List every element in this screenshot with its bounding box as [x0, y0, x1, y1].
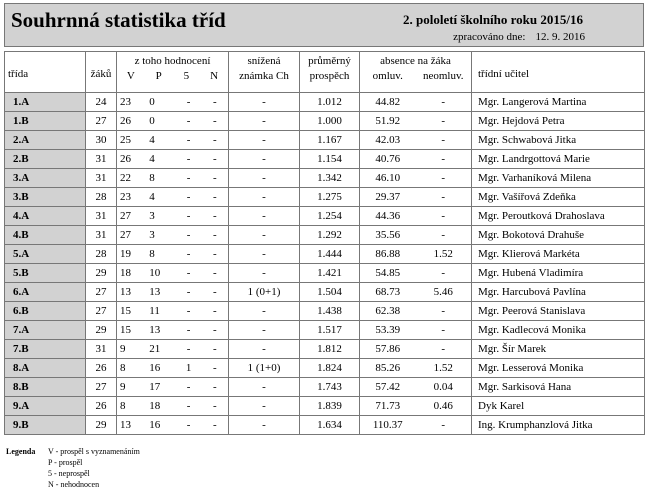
reduced-grade-cell: - [229, 416, 300, 435]
grades-cell [117, 416, 229, 435]
absence-unexcused-value: - [441, 419, 446, 431]
class-cell: 4.A [5, 207, 86, 226]
table-row [5, 245, 645, 264]
processed-date: 12. 9. 2016 [535, 31, 585, 43]
grade-n-value: - [213, 134, 217, 146]
grades-cell [117, 226, 229, 245]
grade-n-value: - [213, 248, 217, 260]
grade-p-header: P [155, 70, 162, 82]
class-cell: 8.B [5, 378, 86, 397]
report-header [4, 3, 644, 47]
grade-5-value: - [186, 400, 191, 412]
grade-5-value: - [186, 343, 191, 355]
grade-n-value: - [213, 172, 217, 184]
reduced-grade-cell: - [229, 188, 300, 207]
grade-p-value: 13 [149, 324, 161, 336]
absence-cell [360, 397, 472, 416]
teacher-cell: Mgr. Peroutková Drahoslava [472, 207, 645, 226]
absence-unexcused-value: - [441, 305, 446, 317]
table-row [5, 340, 645, 359]
reduced-grade-cell: - [229, 245, 300, 264]
absence-cell [360, 340, 472, 359]
grades-cell [117, 264, 229, 283]
pupils-cell: 27 [86, 112, 117, 131]
pupils-cell: 31 [86, 226, 117, 245]
pupils-cell: 30 [86, 131, 117, 150]
grade-5-value: - [186, 305, 191, 317]
absence-unexcused-value: - [441, 267, 446, 279]
absence-cell [360, 264, 472, 283]
legend-item-n: N - nehodnocen [48, 480, 100, 489]
pupils-cell: 27 [86, 378, 117, 397]
absence-unexcused-value: - [441, 229, 446, 241]
grade-v-value: 13 [120, 419, 131, 431]
average-cell: 1.504 [300, 283, 360, 302]
teacher-cell: Mgr. Lesserová Monika [472, 359, 645, 378]
grade-5-value: - [186, 172, 191, 184]
teacher-cell: Mgr. Klierová Markéta [472, 245, 645, 264]
grade-p-value: 17 [149, 381, 161, 393]
average-cell: 1.167 [300, 131, 360, 150]
average-cell: 1.438 [300, 302, 360, 321]
average-cell: 1.292 [300, 226, 360, 245]
grade-v-value: 15 [120, 324, 131, 336]
table-row [5, 302, 645, 321]
grade-p-value: 0 [149, 115, 155, 127]
class-cell: 9.B [5, 416, 86, 435]
absence-cell [360, 131, 472, 150]
teacher-cell: Mgr. Sarkisová Hana [472, 378, 645, 397]
grades-cell [117, 378, 229, 397]
pupils-cell: 31 [86, 169, 117, 188]
absence-unexcused-value: 0.46 [433, 400, 453, 412]
grade-v-value: 13 [120, 286, 131, 298]
table-row [5, 207, 645, 226]
table-row [5, 112, 645, 131]
grades-cell [117, 131, 229, 150]
class-cell: 2.B [5, 150, 86, 169]
teacher-cell: Dyk Karel [472, 397, 645, 416]
grades-cell [117, 302, 229, 321]
class-cell: 3.A [5, 169, 86, 188]
school-period: 2. pololetí školního roku 2015/16 [403, 12, 583, 27]
grade-5-value: - [186, 191, 191, 203]
absence-cell [360, 226, 472, 245]
grade-5-value: - [186, 96, 191, 108]
absence-excused-value: 62.38 [375, 305, 401, 317]
reduced-grade-cell: - [229, 207, 300, 226]
processed-label: zpracováno dne: [453, 31, 526, 43]
legend-items [48, 446, 140, 490]
grade-v-value: 23 [120, 191, 131, 203]
absence-excused-value: 51.92 [375, 115, 401, 127]
teacher-cell: Mgr. Hejdová Petra [472, 112, 645, 131]
grade-v-value: 27 [120, 229, 131, 241]
absence-excused-value: 68.73 [375, 286, 401, 298]
table-row [5, 283, 645, 302]
teacher-cell: Mgr. Šír Marek [472, 340, 645, 359]
grade-n-value: - [213, 343, 217, 355]
absence-cell [360, 378, 472, 397]
teacher-cell: Ing. Krumphanzlová Jitka [472, 416, 645, 435]
reduced-grade-cell: - [229, 302, 300, 321]
reduced-grade-cell: 1 (0+1) [229, 283, 300, 302]
absence-cell [360, 188, 472, 207]
table-row [5, 169, 645, 188]
absence-cell [360, 416, 472, 435]
pupils-cell: 27 [86, 283, 117, 302]
grade-5-value: - [186, 134, 191, 146]
grades-cell [117, 245, 229, 264]
table-row [5, 264, 645, 283]
reduced-grade-cell: - [229, 226, 300, 245]
grades-cell [117, 188, 229, 207]
grade-v-value: 23 [120, 96, 131, 108]
absence-excused-value: 86.88 [375, 248, 401, 260]
grade-n-value: - [213, 267, 217, 279]
pupils-cell: 26 [86, 359, 117, 378]
pupils-cell: 29 [86, 416, 117, 435]
pupils-cell: 28 [86, 188, 117, 207]
grade-p-value: 11 [149, 305, 160, 317]
absence-cell [360, 150, 472, 169]
grade-v-value: 9 [120, 381, 126, 393]
pupils-cell: 29 [86, 264, 117, 283]
reduced-grade-cell: - [229, 150, 300, 169]
grades-cell [117, 283, 229, 302]
grade-5-value: - [186, 153, 191, 165]
grade-5-value: - [186, 210, 191, 222]
legend-item-5: 5 - neprospěl [48, 469, 90, 478]
grade-p-value: 3 [149, 210, 155, 222]
grade-v-value: 26 [120, 115, 131, 127]
grades-cell [117, 321, 229, 340]
grade-p-value: 21 [149, 343, 161, 355]
reduced-grade-cell: - [229, 93, 300, 112]
absence-excused-value: 44.82 [375, 96, 401, 108]
absence-cell [360, 207, 472, 226]
grade-5-value: 1 [185, 362, 192, 374]
pupils-cell: 31 [86, 150, 117, 169]
class-cell: 6.A [5, 283, 86, 302]
pupils-cell: 29 [86, 321, 117, 340]
grade-n-value: - [213, 115, 217, 127]
absence-cell [360, 93, 472, 112]
grade-v-value: 26 [120, 153, 131, 165]
table-row [5, 188, 645, 207]
teacher-cell: Mgr. Harcubová Pavlína [472, 283, 645, 302]
reduced-grade-cell: - [229, 397, 300, 416]
col-header-reduced-grade: snížená známka Ch [229, 52, 300, 93]
grade-n-value: - [213, 400, 217, 412]
grade-v-value: 9 [120, 343, 126, 355]
grade-n-value: - [213, 229, 217, 241]
reduced-grade-cell: - [229, 321, 300, 340]
teacher-cell: Mgr. Schwabová Jitka [472, 131, 645, 150]
absence-cell [360, 245, 472, 264]
absence-cell [360, 169, 472, 188]
teacher-cell: Mgr. Kadlecová Monika [472, 321, 645, 340]
absence-unexcused-value: - [441, 96, 446, 108]
grade-5-value: - [186, 115, 191, 127]
reduced-grade-cell: - [229, 378, 300, 397]
grade-v-header: V [126, 70, 135, 82]
class-cell: 1.B [5, 112, 86, 131]
grade-n-value: - [213, 362, 217, 374]
absence-unexcused-value: - [441, 115, 446, 127]
absence-excused-value: 85.26 [375, 362, 401, 374]
absence-excused-value: 53.39 [375, 324, 401, 336]
table-row [5, 93, 645, 112]
reduced-grade-cell: - [229, 112, 300, 131]
grade-n-value: - [213, 96, 217, 108]
absence-unexcused-value: - [441, 324, 446, 336]
legend-item-p: P - prospěl [48, 458, 83, 467]
absence-cell [360, 302, 472, 321]
absence-cell [360, 112, 472, 131]
table-row [5, 131, 645, 150]
average-cell: 1.012 [300, 93, 360, 112]
grade-v-value: 15 [120, 305, 131, 317]
grades-cell [117, 150, 229, 169]
reduced-grade-cell: - [229, 169, 300, 188]
legend-title: Legenda [6, 447, 36, 456]
grades-cell [117, 207, 229, 226]
grade-5-value: - [186, 419, 191, 431]
grade-5-value: - [186, 229, 191, 241]
grades-cell [117, 340, 229, 359]
grade-p-value: 13 [149, 286, 161, 298]
teacher-cell: Mgr. Peerová Stanislava [472, 302, 645, 321]
col-header-pupils: žáků [86, 52, 117, 93]
col-header-teacher: třídní učitel [472, 52, 645, 93]
absence-cell [360, 321, 472, 340]
absence-unexcused-value: - [441, 343, 446, 355]
col-header-average: průměrný prospěch [300, 52, 360, 93]
grade-5-value: - [186, 248, 191, 260]
absence-excused-value: 42.03 [375, 134, 401, 146]
absence-excused-value: 71.73 [375, 400, 401, 412]
table-row [5, 321, 645, 340]
table-row [5, 150, 645, 169]
absence-excused-value: 44.36 [375, 210, 401, 222]
grade-n-value: - [213, 419, 217, 431]
grade-5-value: - [186, 267, 191, 279]
grade-n-value: - [213, 153, 217, 165]
average-cell: 1.342 [300, 169, 360, 188]
grade-n-value: - [213, 210, 217, 222]
class-cell: 4.B [5, 226, 86, 245]
table-header-row [5, 52, 645, 93]
absence-unexcused-value: - [441, 210, 446, 222]
average-cell: 1.824 [300, 359, 360, 378]
table-row [5, 226, 645, 245]
absence-unexcused-value: - [441, 153, 446, 165]
grade-p-value: 4 [149, 134, 155, 146]
grade-p-value: 8 [149, 248, 155, 260]
grades-cell [117, 397, 229, 416]
table-row [5, 397, 645, 416]
average-cell: 1.000 [300, 112, 360, 131]
pupils-cell: 28 [86, 245, 117, 264]
class-cell: 8.A [5, 359, 86, 378]
absence-title: absence na žáka [380, 55, 451, 67]
grade-p-value: 0 [149, 96, 155, 108]
class-rows [5, 93, 645, 435]
grades-title: z toho hodnocení [134, 55, 211, 67]
grade-p-value: 4 [149, 191, 155, 203]
grade-p-value: 8 [149, 172, 155, 184]
grade-5-value: - [186, 381, 191, 393]
absence-excused-header: omluv. [372, 70, 403, 82]
class-cell: 5.B [5, 264, 86, 283]
grade-n-header: N [210, 70, 219, 82]
absence-unexcused-header: neomluv. [422, 70, 464, 82]
average-cell: 1.421 [300, 264, 360, 283]
class-statistics-table [4, 51, 645, 435]
col-header-absence [360, 52, 472, 93]
pupils-cell: 27 [86, 302, 117, 321]
grade-n-value: - [213, 381, 217, 393]
grade-v-value: 18 [120, 267, 131, 279]
absence-unexcused-value: - [441, 134, 446, 146]
table-row [5, 416, 645, 435]
col-header-class: třída [5, 52, 86, 93]
absence-excused-value: 57.86 [375, 343, 401, 355]
table-row [5, 378, 645, 397]
grades-cell [117, 112, 229, 131]
grade-p-value: 18 [149, 400, 161, 412]
absence-excused-value: 40.76 [375, 153, 401, 165]
teacher-cell: Mgr. Hubená Vladimíra [472, 264, 645, 283]
table-row [5, 359, 645, 378]
absence-unexcused-value: 1.52 [433, 362, 453, 374]
pupils-cell: 31 [86, 340, 117, 359]
grade-v-value: 8 [120, 362, 126, 374]
absence-excused-value: 35.56 [375, 229, 401, 241]
pupils-cell: 26 [86, 397, 117, 416]
absence-unexcused-value: 5.46 [433, 286, 453, 298]
teacher-cell: Mgr. Varhaníková Milena [472, 169, 645, 188]
reduced-grade-cell: 1 (1+0) [229, 359, 300, 378]
average-cell: 1.254 [300, 207, 360, 226]
grade-n-value: - [213, 286, 217, 298]
grade-p-value: 3 [149, 229, 155, 241]
class-cell: 6.B [5, 302, 86, 321]
absence-excused-value: 110.37 [372, 419, 403, 431]
teacher-cell: Mgr. Vašířová Zdeňka [472, 188, 645, 207]
grade-n-value: - [213, 191, 217, 203]
grade-v-value: 8 [120, 400, 126, 412]
average-cell: 1.517 [300, 321, 360, 340]
average-cell: 1.839 [300, 397, 360, 416]
reduced-grade-cell: - [229, 340, 300, 359]
class-cell: 7.A [5, 321, 86, 340]
absence-cell [360, 283, 472, 302]
grade-n-value: - [213, 324, 217, 336]
reduced-grade-cell: - [229, 131, 300, 150]
grade-v-value: 27 [120, 210, 131, 222]
teacher-cell: Mgr. Bokotová Drahuše [472, 226, 645, 245]
teacher-cell: Mgr. Langerová Martina [472, 93, 645, 112]
grade-p-value: 4 [149, 153, 155, 165]
col-header-grades [117, 52, 229, 93]
pupils-cell: 24 [86, 93, 117, 112]
grade-v-value: 19 [120, 248, 131, 260]
grade-p-value: 16 [149, 362, 161, 374]
teacher-cell: Mgr. Landrgottová Marie [472, 150, 645, 169]
average-cell: 1.743 [300, 378, 360, 397]
pupils-cell: 31 [86, 207, 117, 226]
average-cell: 1.275 [300, 188, 360, 207]
grade-5-header: 5 [183, 70, 190, 82]
grade-v-value: 22 [120, 172, 131, 184]
absence-unexcused-value: 0.04 [433, 381, 453, 393]
average-cell: 1.812 [300, 340, 360, 359]
reduced-grade-cell: - [229, 264, 300, 283]
processed-date-line [453, 31, 585, 43]
grade-p-value: 16 [149, 419, 161, 431]
average-cell: 1.444 [300, 245, 360, 264]
grades-cell [117, 169, 229, 188]
class-cell: 1.A [5, 93, 86, 112]
grade-v-value: 25 [120, 134, 131, 146]
average-cell: 1.634 [300, 416, 360, 435]
grade-5-value: - [186, 286, 191, 298]
absence-excused-value: 29.37 [375, 191, 401, 203]
grades-cell [117, 93, 229, 112]
class-cell: 3.B [5, 188, 86, 207]
absence-excused-value: 46.10 [375, 172, 401, 184]
class-cell: 5.A [5, 245, 86, 264]
absence-excused-value: 57.42 [375, 381, 401, 393]
absence-unexcused-value: - [441, 191, 446, 203]
class-cell: 2.A [5, 131, 86, 150]
report-title: Souhrnná statistika tříd [11, 8, 226, 32]
grade-n-value: - [213, 305, 217, 317]
class-cell: 7.B [5, 340, 86, 359]
absence-unexcused-value: - [441, 172, 446, 184]
absence-excused-value: 54.85 [375, 267, 401, 279]
grade-5-value: - [186, 324, 191, 336]
absence-unexcused-value: 1.52 [433, 248, 453, 260]
average-cell: 1.154 [300, 150, 360, 169]
class-cell: 9.A [5, 397, 86, 416]
grades-cell [117, 359, 229, 378]
absence-cell [360, 359, 472, 378]
legend-item-v: V - prospěl s vyznamenáním [48, 447, 140, 456]
grade-p-value: 10 [149, 267, 161, 279]
